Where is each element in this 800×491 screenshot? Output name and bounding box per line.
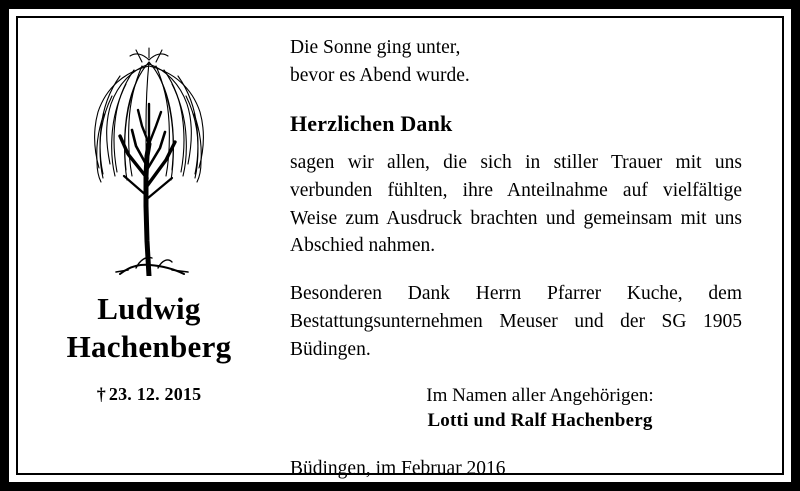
deceased-name [67,290,232,366]
in-name-of-text: Im Namen aller Angehörigen: [426,385,654,407]
closing-block [290,385,750,432]
thanks-paragraph-1: sagen wir allen, die sich in stiller Trauer mit uns verbunden fühlten, ihre Anteilnahme auf vielfältige Weise zum Ausdruck brachten und gemeinsam mit uns Abschied nahmen. [290,152,742,257]
thanks-paragraph-2: Besonderen Dank Herrn Pfarrer Kuche, dem Bestattungsunternehmen Meuser und der SG 1905 Büdingen. [290,283,742,360]
verse [290,34,772,89]
weeping-willow-tree-icon [54,26,244,276]
cross-icon: † [96,383,106,404]
verse-line-2: bevor es Abend wurde. [290,64,470,86]
right-column [280,18,782,480]
death-date [97,384,202,405]
verse-line-1: Die Sonne ging unter, [290,37,461,58]
death-date-value: 23. 12. 2015 [108,383,202,404]
card-content [18,18,782,480]
family-names: Lotti und Ralf Hachenberg [427,410,653,432]
left-column [18,18,280,473]
place-and-date: Büdingen, im Februar 2016 [290,458,506,480]
deceased-last-name: Hachenberg [66,328,232,364]
thanks-heading: Herzlichen Dank [290,111,453,137]
deceased-first-name: Ludwig [97,291,201,326]
